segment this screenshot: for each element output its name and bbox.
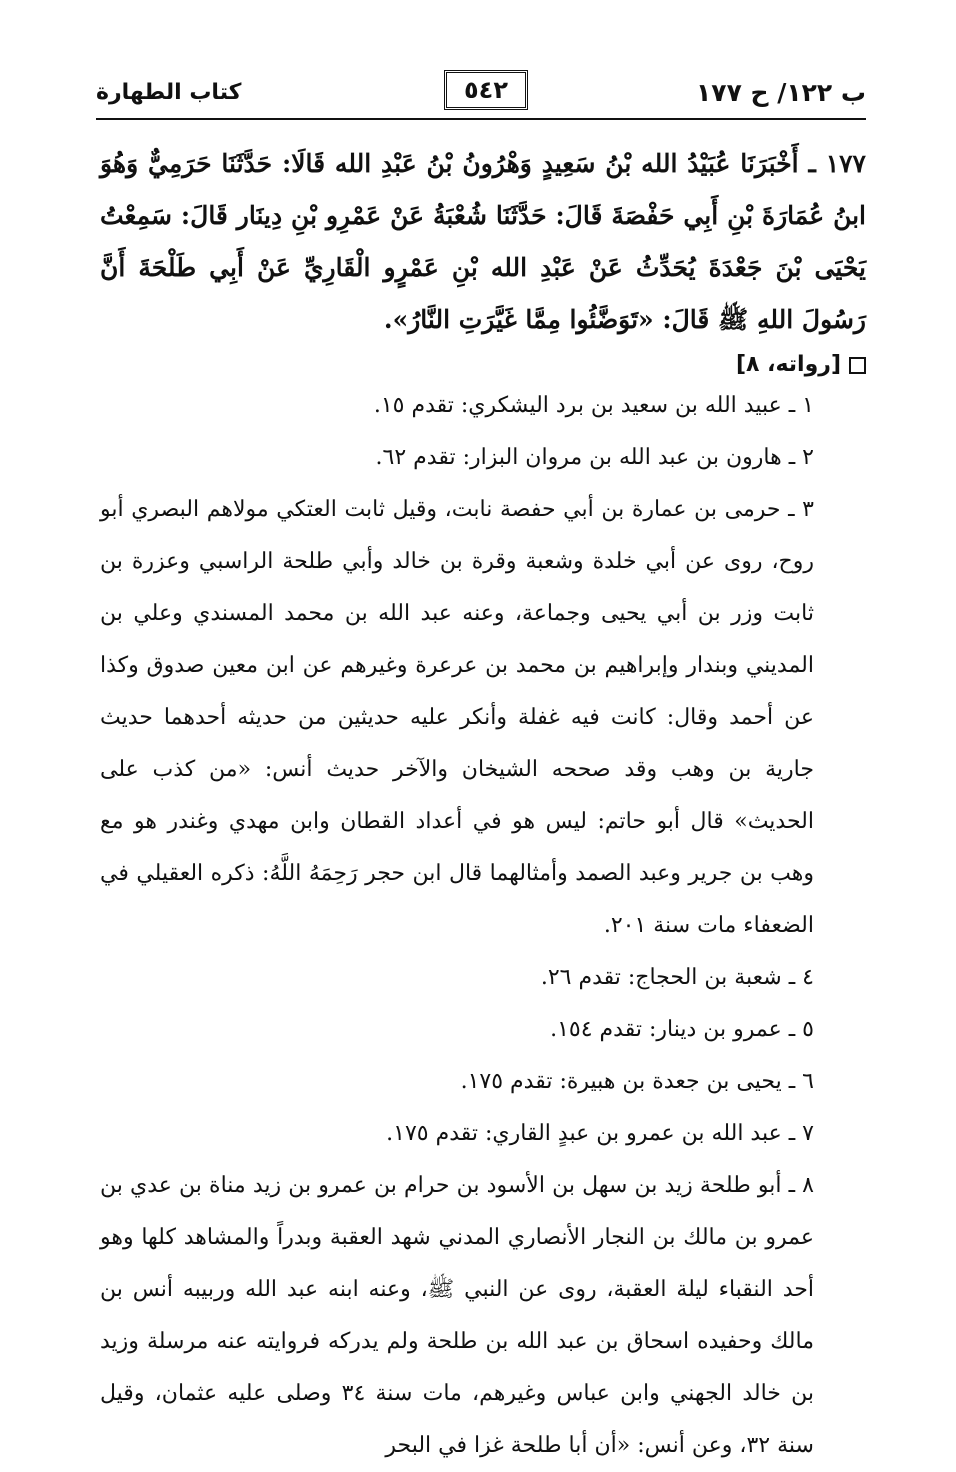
page-number: ٥٤٢ [444,70,528,110]
header-divider [96,118,866,120]
narrator-entry: ٨ ـ أبو طلحة زيد بن سهل بن الأسود بن حرام بن عمرو بن زيد مناة بن عدي بن عمرو بن مالك بن النجار الأنصاري المدني شهد العقبة وبدراً والمشاهد كلها وهو أحد النقباء ليلة العقبة، روى عن النبي ﷺ، وعنه ابنه عبد الله وربيبه أنس بن مالك وحفيده اسحاق بن عبد الله بن طلحة ولم يدركه فروايته عنه مرسلة وزيد بن خالد الجهني وابن عباس وغيرهم، مات سنة ٣٤ وصلى عليه عثمان، وقيل سنة ٣٢، وعن أنس: «أن أبا طلحة غزا في البحر [100,1173,814,1458]
hadith-text: ١٧٧ ـ أَخْبَرَنَا عُبَيْدُ الله بْنُ سَعِيدٍ وَهْرُونُ بْنُ عَبْدِ الله قَالَا: حَدَّثَنَا حَرَمِيٌّ وَهُوَ ابنُ عُمَارَةَ بْنِ أَبِي حَفْصَةَ قَالَ: حَدَّثَنَا شُعْبَةُ عَنْ عَمْرِو بْنِ دِينَار قَالَ: سَمِعْتُ يَحْيَى بْنَ جَعْدَةَ يُحَدِّثُ عَنْ عَبْدِ الله بْنِ عَمْرٍو الْقَارِيِّ عَنْ أَبِي طَلْحَةَ أَنَّ رَسُولَ اللهِ ﷺ قَالَ: «تَوَضَّئُوا مِمَّا غَيَّرَتِ النَّارُ». [100,149,866,334]
narrators-list [100,380,866,1472]
narrator-entry: ٦ ـ يحيى بن جعدة بن هبيرة: تقدم ١٧٥. [460,1069,814,1094]
narrator-entry: ٢ ـ هارون بن عبد الله بن مروان البزار: تقدم ٦٢. [375,445,814,470]
narrator-entry: ٣ ـ حرمى بن عمارة بن أبي حفصة نابت، وقيل ثابت العتكي مولاهم البصري أبو روح، روى عن أبي خلدة وشعبة وقرة بن خالد وأبي طلحة الراسبي وعزرة بن ثابت وزر بن أبي يحيى وجماعة، وعنه عبد الله بن محمد المسندي وعلي بن المديني وبندار وإبراهيم بن محمد بن عرعرة وغيرهم عن ابن معين صدوق وكذا عن أحمد وقال: كانت فيه غفلة وأنكر عليه حديثين من حديثه أحدهما حديث جارية بن وهب وقد صححه الشيخان والآخر حديث أنس: «من كذب على الحديث» قال أبو حاتم: ليس هو في أعداد القطان وابن مهدي وغندر هو مع وهب بن جرير وعبد الصمد وأمثالهما قال ابن حجر رَحِمَهُ اللَّهُ: ذكره العقيلي في الضعفاء مات سنة ٢٠١. [100,497,814,938]
section-heading [736,352,866,377]
narrator-entry: ٧ ـ عبد الله بن عمرو بن عبدٍ القاري: تقدم ١٧٥. [386,1121,814,1146]
square-bullet-icon [849,357,866,374]
page-header [96,68,866,118]
narrator-entry: ١ ـ عبيد الله بن سعيد بن برد اليشكري: تقدم ١٥. [373,393,814,418]
chapter-reference: ب ١٢٢/ ح ١٧٧ [696,78,866,107]
book-title: كتاب الطهارة [96,80,242,105]
narrator-entry: ٤ ـ شعبة بن الحجاج: تقدم ٢٦. [540,965,814,990]
narrator-entry: ٥ ـ عمرو بن دينار: تقدم ١٥٤. [550,1017,814,1042]
section-label: [رواته، ٨] [735,352,841,377]
